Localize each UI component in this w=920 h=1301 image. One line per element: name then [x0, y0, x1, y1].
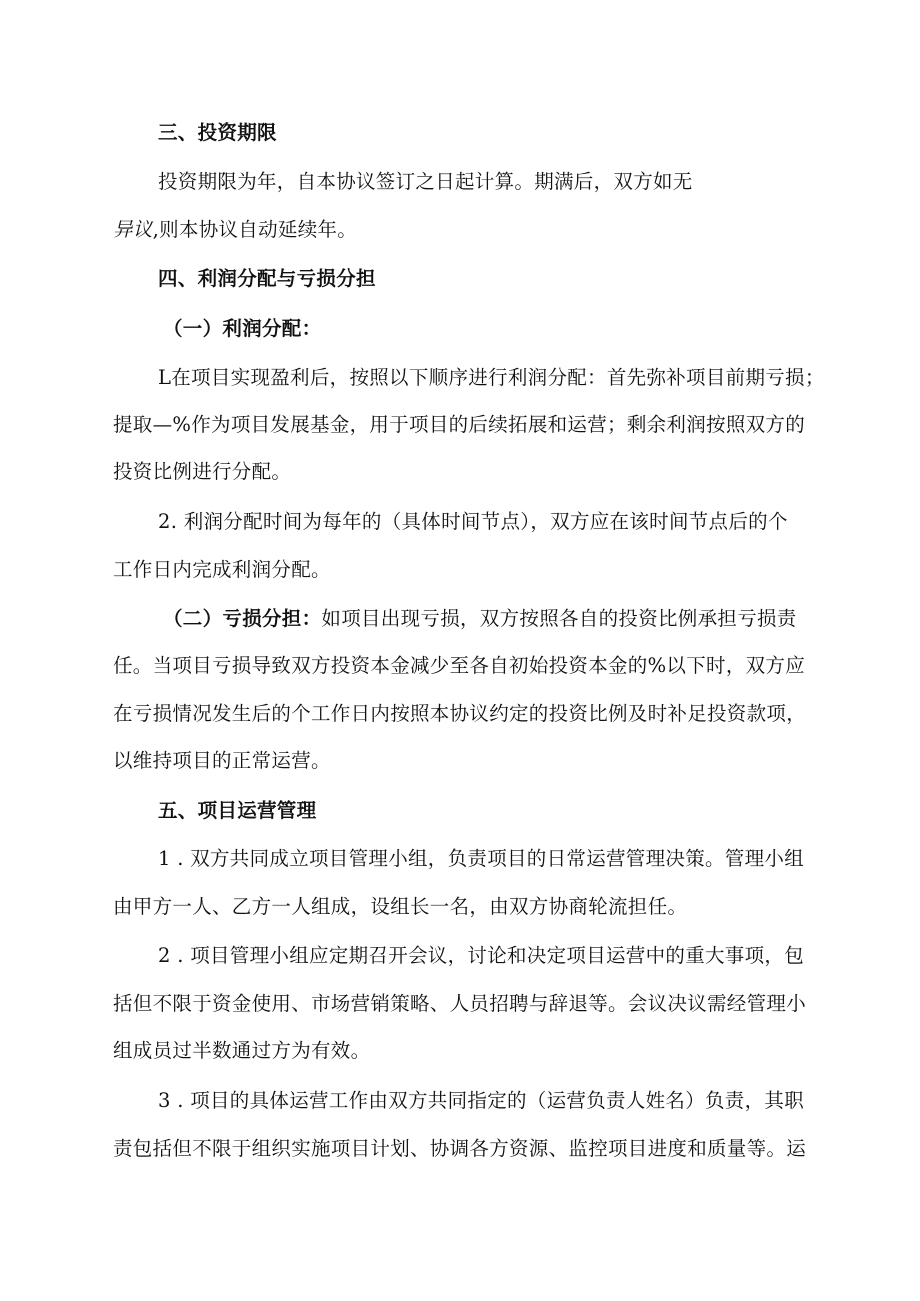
profit-item-1-line-2: 提取—%作为项目发展基金，用于项目的后续拓展和运营；剩余利润按照双方的: [113, 413, 806, 436]
subsection-loss-sharing-heading: （二）亏损分担：: [163, 607, 322, 630]
section-4-heading: 四、利润分配与亏损分担: [158, 267, 376, 290]
italic-word: 异议: [113, 218, 153, 241]
profit-item-1-line-1: L在项目实现盈利后，按照以下顺序进行利润分配：首先弥补项目前期亏损；: [158, 366, 825, 389]
section-3-heading: 三、投资期限: [158, 121, 277, 144]
operation-item-2-line-3: 组成员过半数通过方为有效。: [113, 1039, 371, 1062]
loss-sharing-line-1-text: 如项目出现亏损，双方按照各自的投资比例承担亏损责: [321, 607, 797, 630]
loss-sharing-paragraph-line-4: 以维持项目的正常运营。: [113, 749, 331, 772]
operation-item-2-line-2: 括但不限于资金使用、市场营销策略、人员招聘与辞退等。会议决议需经管理小: [113, 992, 807, 1015]
loss-sharing-paragraph-line-2: 任。当项目亏损导致双方投资本金减少至各自初始投资本金的%以下时，双方应: [113, 654, 806, 677]
profit-item-2-line-2: 工作日内完成利润分配。: [113, 558, 331, 581]
section-3-paragraph-line-1: 投资期限为年，自本协议签订之日起计算。期满后，双方如无: [158, 170, 693, 193]
subsection-profit-distribution-heading: （一）利润分配：: [163, 317, 322, 340]
operation-item-2-line-1: 2 . 项目管理小组应定期召开会议，讨论和决定项目运营中的重大事项，包: [158, 944, 805, 967]
profit-item-2-line-1: 2. 利润分配时间为每年的（具体时间节点），双方应在该时间节点后的个: [158, 510, 788, 533]
section-3-line-2-rest: ,则本协议自动延续年。: [152, 218, 358, 241]
operation-item-1-line-2: 由甲方一人、乙方一人组成，设组长一名，由双方协商轮流担任。: [113, 895, 688, 918]
loss-sharing-paragraph-line-1: [163, 605, 797, 633]
operation-item-3-line-1: 3 . 项目的具体运营工作由双方共同指定的（运营负责人姓名）负责，其职: [158, 1089, 805, 1112]
section-5-heading: 五、项目运营管理: [158, 799, 317, 822]
section-3-paragraph-line-2: [113, 216, 357, 244]
loss-sharing-paragraph-line-3: 在亏损情况发生后的个工作日内按照本协议约定的投资比例及时补足投资款项，: [113, 702, 807, 725]
profit-item-1-line-3: 投资比例进行分配。: [113, 460, 292, 483]
operation-item-1-line-1: 1 . 双方共同成立项目管理小组，负责项目的日常运营管理决策。管理小组: [158, 847, 805, 870]
operation-item-3-line-2: 责包括但不限于组织实施项目计划、协调各方资源、监控项目进度和质量等。运: [113, 1137, 807, 1160]
